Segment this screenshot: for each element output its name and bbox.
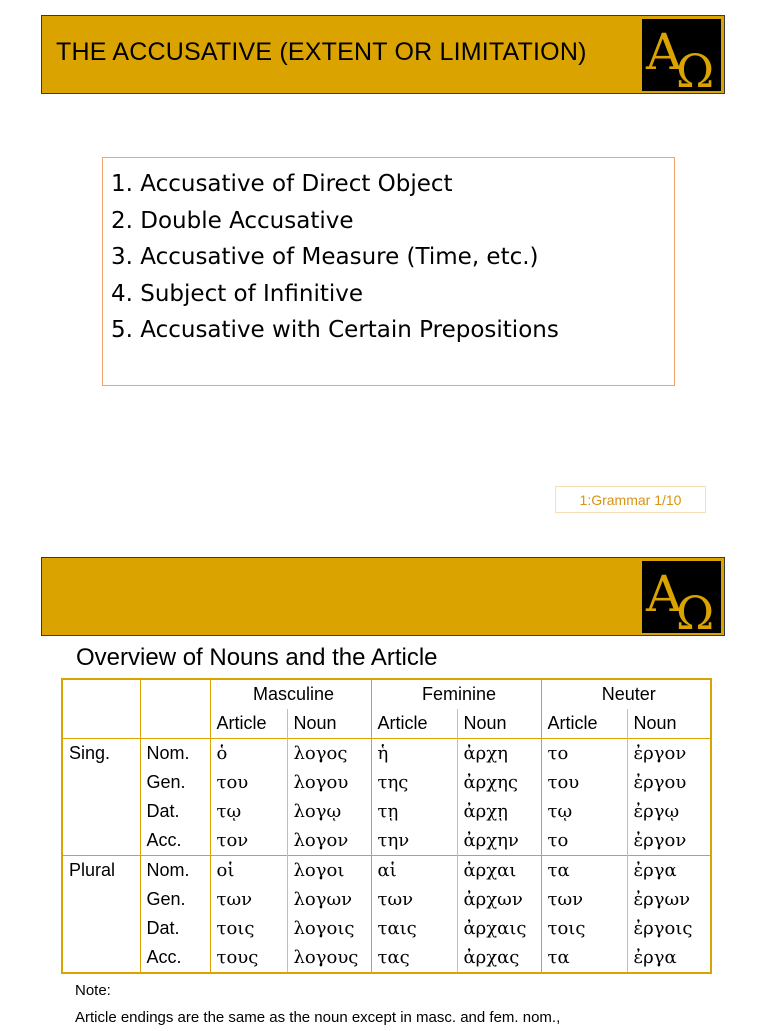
column-header: Article [371, 709, 457, 739]
accusative-uses-list [103, 158, 674, 349]
article-cell: τους [210, 943, 287, 973]
case-label: Acc. [140, 943, 210, 973]
table-body [62, 739, 711, 974]
article-cell: των [541, 885, 627, 914]
noun-cell: λογοι [287, 856, 371, 886]
noun-cell: ἀρχη [457, 739, 541, 769]
svg-text:Ω: Ω [676, 44, 715, 91]
article-cell: τας [371, 943, 457, 973]
article-cell: τοις [541, 914, 627, 943]
accusative-uses-list-box [102, 157, 675, 386]
article-cell: τα [541, 856, 627, 886]
case-label: Nom. [140, 739, 210, 769]
article-cell: ὁ [210, 739, 287, 769]
noun-cell: ἀρχων [457, 885, 541, 914]
table-row [62, 943, 711, 973]
article-cell: οἱ [210, 856, 287, 886]
noun-cell: λογους [287, 943, 371, 973]
table-row [62, 914, 711, 943]
number-label [62, 826, 140, 856]
svg-text:A: A [646, 23, 683, 81]
title-banner [41, 557, 725, 636]
article-cell: τοις [210, 914, 287, 943]
article-cell: του [210, 768, 287, 797]
article-cell: ταις [371, 914, 457, 943]
noun-article-table [61, 678, 712, 974]
noun-cell: ἐργα [627, 856, 711, 886]
noun-cell: ἀρχας [457, 943, 541, 973]
article-cell: την [371, 826, 457, 856]
article-cell: του [541, 768, 627, 797]
case-label: Gen. [140, 768, 210, 797]
list-item: 5. Accusative with Certain Prepositions [111, 317, 559, 343]
article-cell: των [210, 885, 287, 914]
table-row [62, 885, 711, 914]
noun-cell: ἐργου [627, 768, 711, 797]
article-cell: ἡ [371, 739, 457, 769]
alpha-omega-logo-icon [642, 19, 721, 91]
noun-cell: λογων [287, 885, 371, 914]
article-cell: τῳ [210, 797, 287, 826]
gender-header: Masculine [210, 679, 371, 709]
gender-header: Neuter [541, 679, 711, 709]
noun-cell: ἐργοις [627, 914, 711, 943]
table-row [62, 797, 711, 826]
svg-text:A: A [646, 565, 683, 623]
column-header: Noun [627, 709, 711, 739]
article-cell: της [371, 768, 457, 797]
article-cell: αἱ [371, 856, 457, 886]
column-header: Article [210, 709, 287, 739]
article-cell: τον [210, 826, 287, 856]
table-row [62, 856, 711, 886]
list-item: 1. Accusative of Direct Object [111, 171, 453, 197]
noun-cell: λογοις [287, 914, 371, 943]
noun-cell: ἐργῳ [627, 797, 711, 826]
noun-cell: ἐργον [627, 826, 711, 856]
case-label: Acc. [140, 826, 210, 856]
noun-cell: ἀρχην [457, 826, 541, 856]
note-text: Article endings are the same as the noun except in masc. and fem. nom., [75, 1009, 561, 1026]
article-cell: των [371, 885, 457, 914]
article-cell: τῃ [371, 797, 457, 826]
number-label: Plural [62, 856, 140, 886]
article-cell: τα [541, 943, 627, 973]
slide-title: THE ACCUSATIVE (EXTENT OR LIMITATION) [56, 38, 587, 66]
number-label: Sing. [62, 739, 140, 769]
noun-cell: ἐργα [627, 943, 711, 973]
case-label: Dat. [140, 914, 210, 943]
column-header: Noun [287, 709, 371, 739]
table-row [62, 768, 711, 797]
noun-cell: ἀρχαι [457, 856, 541, 886]
number-label [62, 768, 140, 797]
column-header: Article [541, 709, 627, 739]
table-row [62, 739, 711, 769]
section-title: Overview of Nouns and the Article [76, 644, 438, 671]
number-label [62, 914, 140, 943]
case-label: Nom. [140, 856, 210, 886]
gender-header: Feminine [371, 679, 541, 709]
noun-cell: ἀρχαις [457, 914, 541, 943]
note [75, 977, 560, 1031]
list-item: 3. Accusative of Measure (Time, etc.) [111, 244, 539, 270]
article-cell: το [541, 826, 627, 856]
table-row [62, 826, 711, 856]
noun-cell: λογου [287, 768, 371, 797]
noun-cell: ἐργων [627, 885, 711, 914]
noun-cell: ἀρχης [457, 768, 541, 797]
alpha-omega-logo-icon [642, 561, 721, 633]
number-label [62, 885, 140, 914]
noun-cell: λογος [287, 739, 371, 769]
title-banner [41, 15, 725, 94]
number-label [62, 797, 140, 826]
column-header: Noun [457, 709, 541, 739]
list-item: 2. Double Accusative [111, 207, 354, 234]
case-label: Gen. [140, 885, 210, 914]
case-label: Dat. [140, 797, 210, 826]
article-cell: το [541, 739, 627, 769]
svg-text:Ω: Ω [676, 586, 715, 633]
article-cell: τῳ [541, 797, 627, 826]
number-label [62, 943, 140, 973]
note-label: Note: [75, 982, 111, 999]
list-item: 4. Subject of Infinitive [111, 280, 364, 307]
noun-cell: λογῳ [287, 797, 371, 826]
page-number-badge: 1:Grammar 1/10 [555, 486, 706, 513]
noun-cell: ἀρχῃ [457, 797, 541, 826]
noun-cell: λογον [287, 826, 371, 856]
noun-cell: ἐργον [627, 739, 711, 769]
